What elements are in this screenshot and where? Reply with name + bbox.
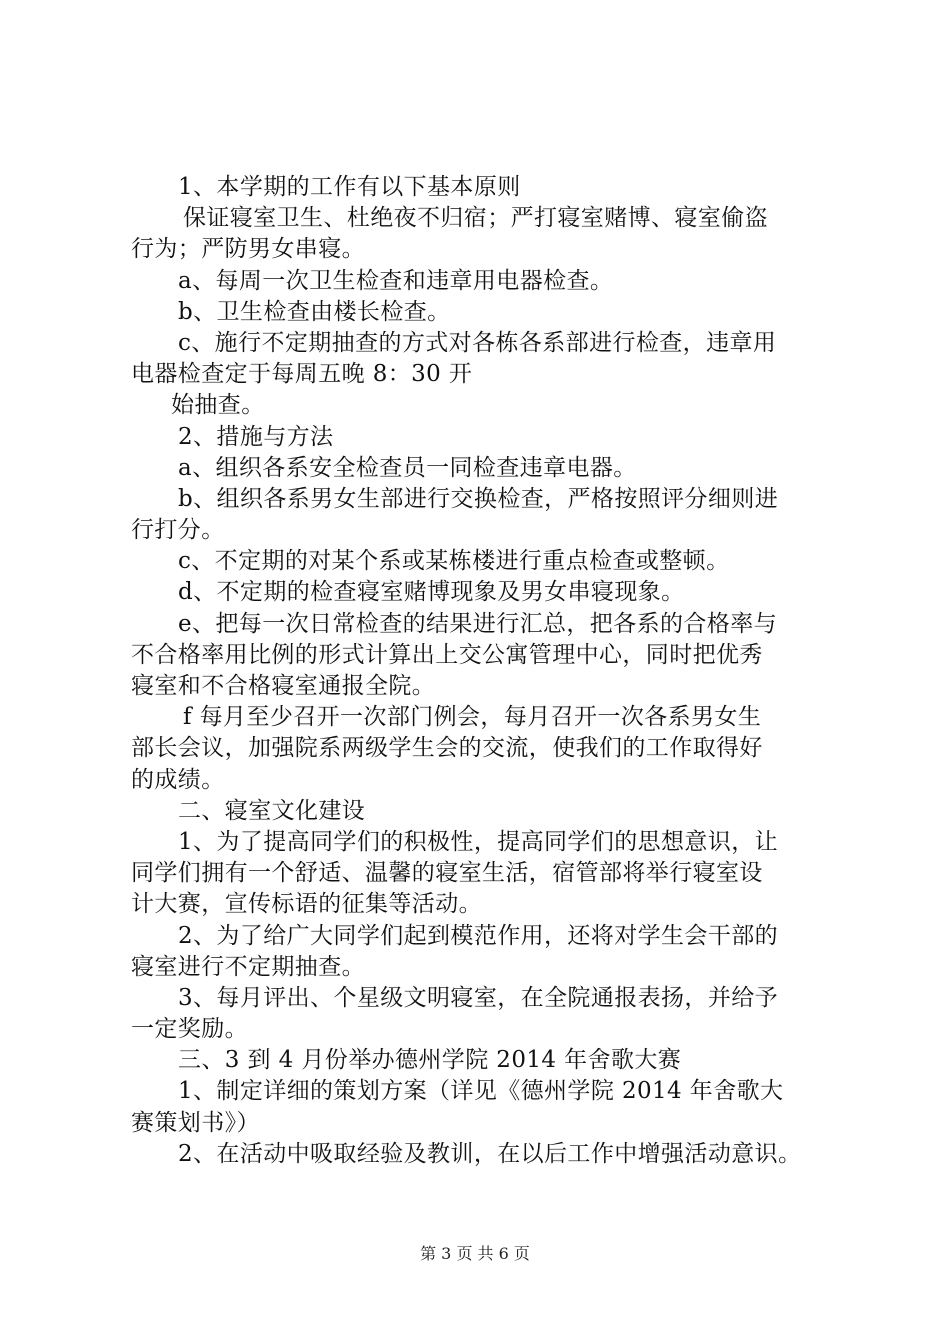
text-line: 2、在活动中吸取经验及教训，在以后工作中增强活动意识。	[178, 1140, 802, 1167]
text-line: 部长会议，加强院系两级学生会的交流，使我们的工作取得好	[131, 735, 763, 762]
section-heading: 二、寝室文化建设	[178, 797, 366, 824]
text-line: 2、为了给广大同学们起到模范作用，还将对学生会干部的	[178, 922, 779, 949]
text-line: 行打分。	[131, 517, 225, 544]
text-line: 1、为了提高同学们的积极性，提高同学们的思想意识，让	[178, 828, 779, 855]
text-line: f 每月至少召开一次部门例会，每月召开一次各系男女生	[183, 704, 762, 731]
text-line: 2、措施与方法	[178, 423, 334, 450]
text-line: c、施行不定期抽查的方式对各栋各系部进行检查，违章用	[178, 329, 777, 356]
text-line: 3、每月评出、个星级文明寝室，在全院通报表扬，并给予	[178, 984, 779, 1011]
text-line: 电器检查定于每周五晚 8：30 开	[131, 361, 473, 388]
text-line: 1、本学期的工作有以下基本原则	[178, 174, 521, 200]
text-line: 寝室进行不定期抽查。	[131, 953, 365, 980]
text-line: 寝室和不合格寝室通报全院。	[131, 673, 436, 699]
text-line: 行为；严防男女串寝。	[131, 236, 365, 263]
text-line: 不合格率用比例的形式计算出上交公寓管理中心，同时把优秀	[131, 641, 763, 668]
text-line: a、每周一次卫生检查和违章用电器检查。	[178, 267, 614, 294]
text-line: 保证寝室卫生、杜绝夜不归宿；严打寝室赌博、寝室偷盗	[183, 205, 768, 232]
text-line: b、卫生检查由楼长检查。	[178, 298, 451, 325]
section-heading: 三、3 到 4 月份举办德州学院 2014 年舍歌大赛	[178, 1047, 682, 1074]
text-line: 的成绩。	[131, 766, 225, 793]
text-line: b、组织各系男女生部进行交换检查，严格按照评分细则进	[178, 485, 779, 512]
text-line: a、组织各系安全检查员一同检查违章电器。	[178, 454, 637, 481]
text-line: e、把每一次日常检查的结果进行汇总，把各系的合格率与	[178, 610, 778, 637]
text-line: 1、制定详细的策划方案（详见《德州学院 2014 年舍歌大	[178, 1078, 784, 1105]
text-line: c、不定期的对某个系或某栋楼进行重点检查或整顿。	[178, 548, 730, 575]
text-line: 赛策划书》）	[131, 1109, 260, 1136]
text-line: 同学们拥有一个舒适、温馨的寝室生活，宿管部将举行寝室设	[131, 860, 763, 887]
text-line: d、不定期的检查寝室赌博现象及男女串寝现象。	[178, 579, 685, 606]
text-line: 计大赛，宣传标语的征集等活动。	[131, 891, 482, 918]
document-body	[131, 172, 836, 1170]
page-number-footer: 第 3 页 共 6 页	[420, 1244, 530, 1263]
text-line: 一定奖励。	[131, 1016, 248, 1043]
text-line: 始抽查。	[171, 392, 265, 419]
